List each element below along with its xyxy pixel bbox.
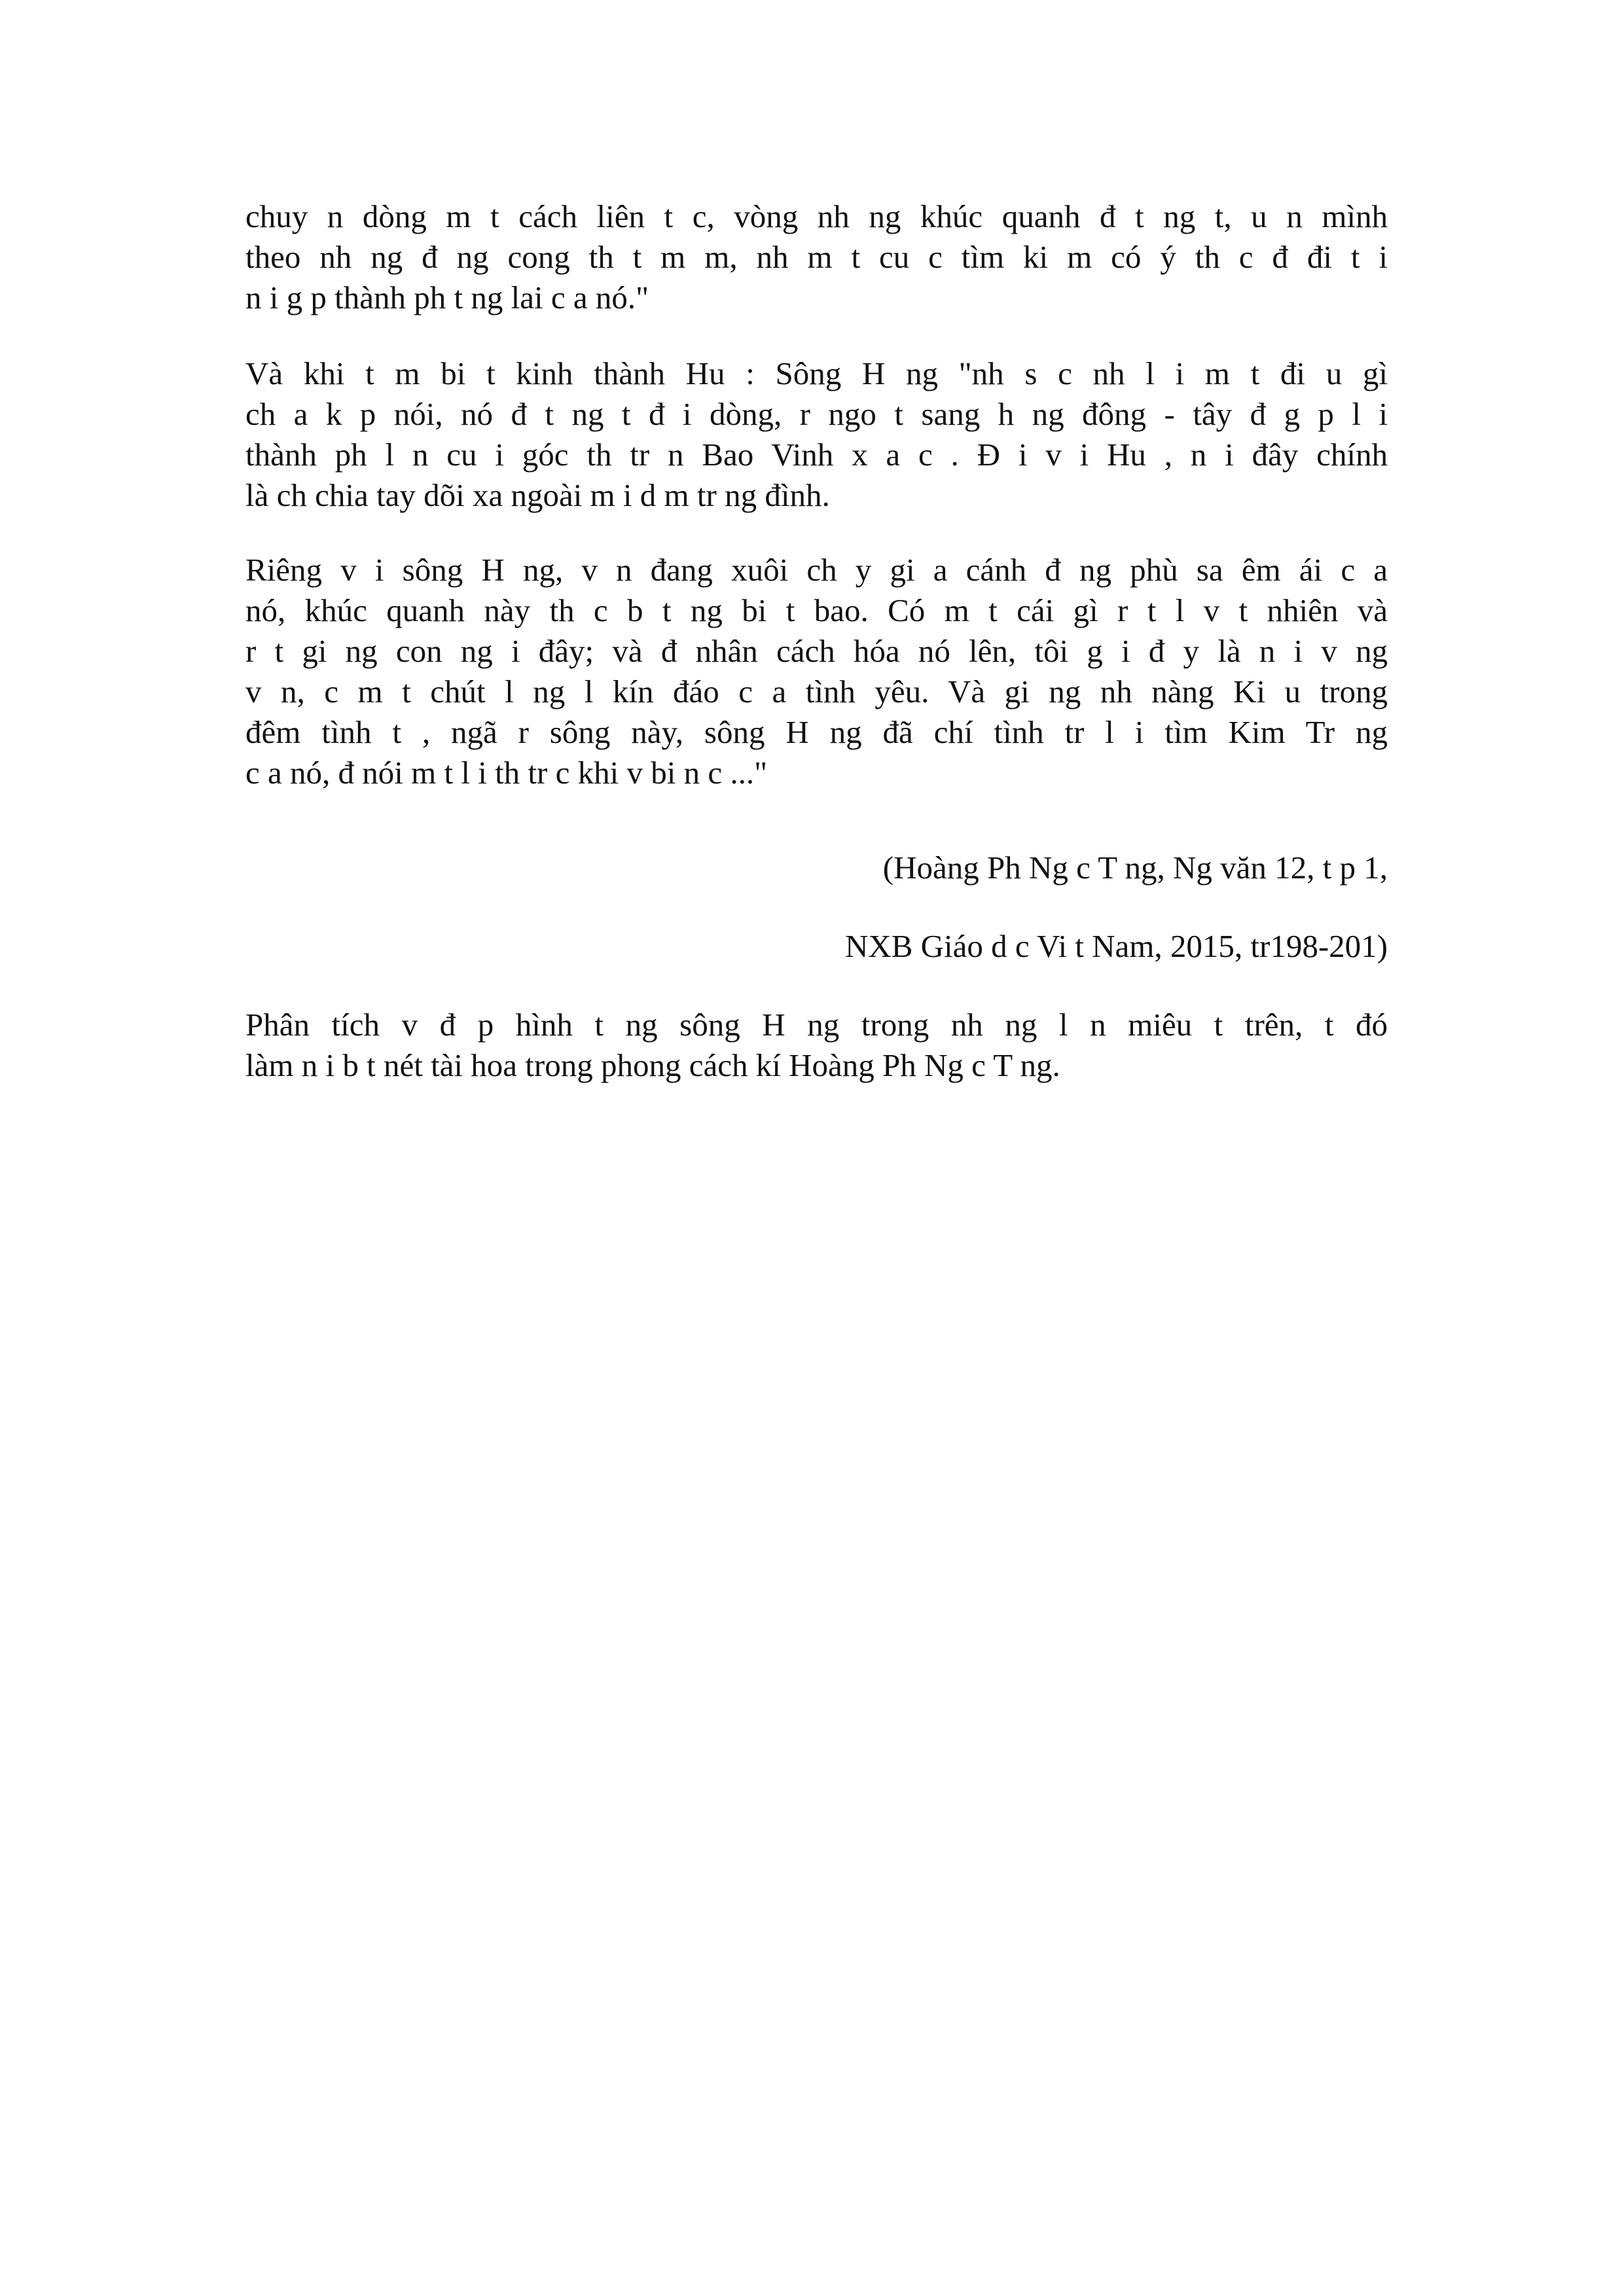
paragraph-3-line-2: nó, khúc quanh này th c b t ng bi t bao. Có m t cái gì r t l v t nhiên và [245, 592, 1388, 628]
paragraph-3-line-3: r t gi ng con ng i đây; và đ nhân cách hóa nó lên, tôi g i đ y là n i v ng [245, 633, 1388, 669]
citation-line-2: NXB Giáo d c Vi t Nam, 2015, tr198-201) [844, 928, 1388, 964]
paragraph-1-line-1: chuy n dòng m t cách liên t c, vòng nh ng khúc quanh đ t ng t, u n mình [245, 198, 1388, 234]
paragraph-3-line-4: v n, c m t chút l ng l kín đáo c a tình yêu. Và gi ng nh nàng Ki u trong [245, 673, 1388, 709]
paragraph-3 [245, 550, 1388, 793]
paragraph-3-line-5: đêm tình t , ngã r sông này, sông H ng đã chí tình tr l i tìm Kim Tr ng [245, 714, 1388, 750]
paragraph-1-line-3: n i g p thành ph t ng lai c a nó." [245, 279, 649, 315]
paragraph-1 [245, 196, 1388, 318]
exam-prompt [245, 1005, 1388, 1086]
paragraph-1-line-2: theo nh ng đ ng cong th t m m, nh m t cu c tìm ki m có ý th c đ đi t i [245, 239, 1388, 275]
paragraph-2-line-3: thành ph l n cu i góc th tr n Bao Vinh x a c . Đ i v i Hu , n i đây chính [245, 437, 1388, 473]
exam-prompt-line-1: Phân tích v đ p hình t ng sông H ng trong nh ng l n miêu t trên, t đó [245, 1007, 1388, 1043]
citation-line-1: (Hoàng Ph Ng c T ng, Ng văn 12, t p 1, [882, 850, 1388, 886]
paragraph-2-line-4: là ch chia tay dõi xa ngoài m i d m tr ng đình. [245, 477, 830, 513]
paragraph-2-line-2: ch a k p nói, nó đ t ng t đ i dòng, r ngo t sang h ng đông - tây đ g p l i [245, 396, 1388, 432]
paragraph-3-line-1: Riêng v i sông H ng, v n đang xuôi ch y gi a cánh đ ng phù sa êm ái c a [245, 552, 1388, 588]
paragraph-2 [245, 353, 1388, 516]
paragraph-3-line-6: c a nó, đ nói m t l i th tr c khi v bi n c ..." [245, 755, 768, 791]
paragraph-2-line-1: Và khi t m bi t kinh thành Hu : Sông H ng "nh s c nh l i m t đi u gì [245, 355, 1388, 391]
exam-prompt-line-2: làm n i b t nét tài hoa trong phong cách kí Hoàng Ph Ng c T ng. [245, 1047, 1060, 1083]
